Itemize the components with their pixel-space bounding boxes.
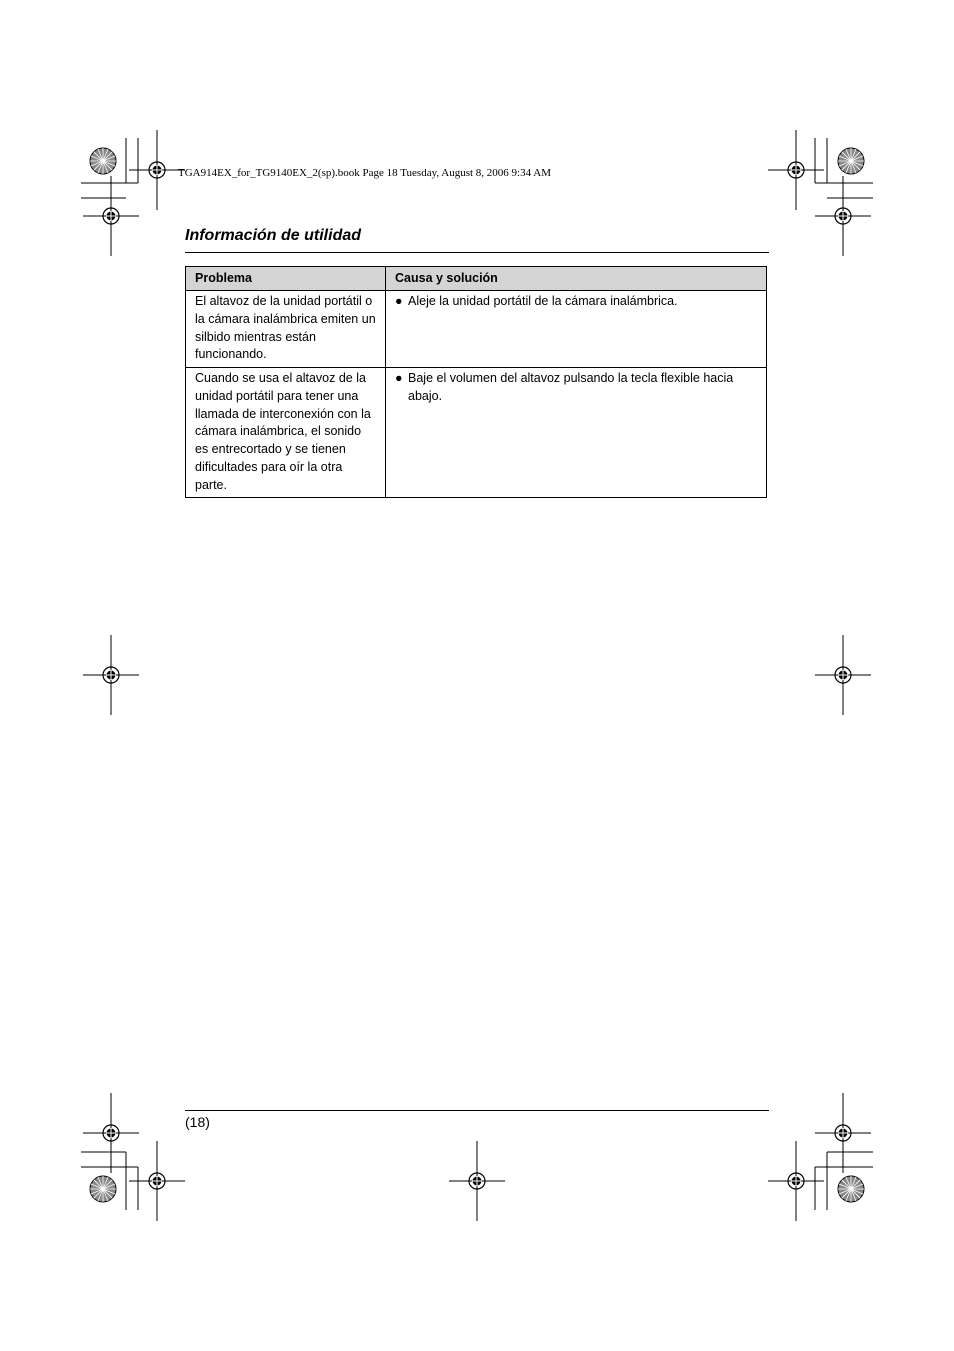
solution-text: Aleje la unidad portátil de la cámara inalámbrica. bbox=[408, 294, 678, 308]
table-row bbox=[186, 291, 767, 368]
column-header-problem: Problema bbox=[186, 267, 386, 291]
solution-item bbox=[395, 293, 757, 311]
troubleshooting-table bbox=[185, 266, 767, 498]
problem-cell: El altavoz de la unidad portátil o la cámara inalámbrica emiten un silbido mientras están funcionando. bbox=[186, 291, 386, 368]
problem-cell: Cuando se usa el altavoz de la unidad portátil para tener una llamada de interconexión con la cámara inalámbrica, el sonido es entrecortado y se tienen dificultades para oír la otra parte. bbox=[186, 368, 386, 498]
table-header-row bbox=[186, 267, 767, 291]
header-rule bbox=[185, 252, 769, 253]
bullet-icon: ● bbox=[395, 294, 403, 308]
page-number: (18) bbox=[185, 1114, 210, 1130]
solution-item bbox=[395, 370, 757, 406]
table-row bbox=[186, 368, 767, 498]
column-header-solution: Causa y solución bbox=[386, 267, 767, 291]
section-title: Información de utilidad bbox=[185, 227, 362, 244]
solution-cell bbox=[386, 368, 767, 498]
footer-rule bbox=[185, 1110, 769, 1111]
solution-text: Baje el volumen del altavoz pulsando la tecla flexible hacia abajo. bbox=[408, 371, 734, 403]
print-slug-line: TGA914EX_for_TG9140EX_2(sp).book Page 18 Tuesday, August 8, 2006 9:34 AM bbox=[178, 167, 551, 179]
solution-cell bbox=[386, 291, 767, 368]
bullet-icon: ● bbox=[395, 371, 403, 385]
